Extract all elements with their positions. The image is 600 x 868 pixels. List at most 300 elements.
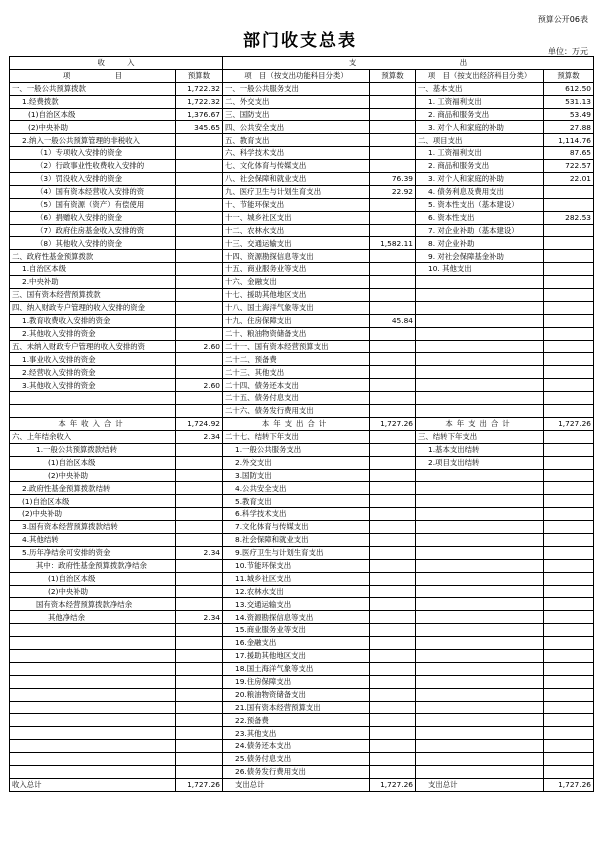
econ-item-cell: 1.基本支出结转 (416, 443, 544, 456)
econ-item-cell: 3. 对个人和家庭的补助 (416, 121, 544, 134)
econ-item-cell: 1. 工资福利支出 (416, 95, 544, 108)
table-row (10, 366, 594, 379)
func-budget-cell (370, 430, 416, 443)
econ-item-cell: 二、项目支出 (416, 134, 544, 147)
econ-budget-cell (544, 198, 594, 211)
table-row (10, 598, 594, 611)
income-budget-cell (176, 688, 223, 701)
income-item-cell: (2)中央补助 (10, 585, 176, 598)
func-item-cell: 十六、金融支出 (223, 276, 370, 289)
income-item-header: 项 目 (10, 69, 176, 82)
func-budget-cell (370, 546, 416, 559)
func-item-cell: 六、科学技术支出 (223, 147, 370, 160)
func-item-cell: 二十五、债务付息支出 (223, 392, 370, 405)
table-row (10, 611, 594, 624)
func-item-cell: 12.农林水支出 (223, 585, 370, 598)
func-item-cell: 十三、交通运输支出 (223, 237, 370, 250)
func-item-cell: 17.援助其他地区支出 (223, 649, 370, 662)
func-item-header: 项 目（按支出功能科目分类） (223, 69, 370, 82)
income-item-cell: 2.政府性基金预算拨款结转 (10, 482, 176, 495)
func-item-cell: 二十六、债务发行费用支出 (223, 405, 370, 418)
table-row (10, 211, 594, 224)
table-row (10, 353, 594, 366)
func-budget-cell (370, 276, 416, 289)
econ-budget-cell (544, 533, 594, 546)
econ-budget-cell: 1,727.26 (544, 778, 594, 791)
income-item-cell: 1.一般公共预算拨款结转 (10, 443, 176, 456)
func-budget-cell (370, 134, 416, 147)
econ-item-cell (416, 637, 544, 650)
econ-budget-cell (544, 314, 594, 327)
func-item-cell: 九、医疗卫生与计划生育支出 (223, 185, 370, 198)
econ-budget-cell (544, 185, 594, 198)
income-budget-cell: 1,724.92 (176, 417, 223, 430)
income-item-cell: 本年收入合计 (10, 417, 176, 430)
econ-budget-cell (544, 379, 594, 392)
income-budget-cell (176, 469, 223, 482)
income-budget-cell: 2.34 (176, 611, 223, 624)
econ-item-cell: 2. 商品和服务支出 (416, 160, 544, 173)
econ-item-cell: 10. 其他支出 (416, 263, 544, 276)
func-budget-cell (370, 198, 416, 211)
econ-budget-cell (544, 611, 594, 624)
func-item-cell: 25.债务付息支出 (223, 753, 370, 766)
econ-item-cell: 7. 对企业补助（基本建设） (416, 224, 544, 237)
econ-budget-cell (544, 572, 594, 585)
econ-budget-cell (544, 430, 594, 443)
func-budget-cell (370, 649, 416, 662)
func-budget-cell (370, 108, 416, 121)
table-row (10, 469, 594, 482)
econ-item-cell (416, 301, 544, 314)
income-budget-cell (176, 585, 223, 598)
func-budget-cell (370, 753, 416, 766)
econ-item-cell (416, 379, 544, 392)
func-budget-cell (370, 379, 416, 392)
income-budget-cell (176, 443, 223, 456)
income-budget-cell: 2.34 (176, 430, 223, 443)
table-row (10, 340, 594, 353)
income-budget-cell (176, 521, 223, 534)
func-budget-cell: 22.92 (370, 185, 416, 198)
table-row (10, 160, 594, 173)
func-item-cell: 14.资源勘探信息等支出 (223, 611, 370, 624)
econ-budget-cell: 531.13 (544, 95, 594, 108)
income-item-cell: (2)中央补助 (10, 121, 176, 134)
total-row (10, 417, 594, 430)
income-budget-cell (176, 533, 223, 546)
income-budget-cell (176, 495, 223, 508)
econ-item-cell (416, 740, 544, 753)
income-item-cell: 3.其他收入安排的资金 (10, 379, 176, 392)
income-budget-cell: 345.65 (176, 121, 223, 134)
table-row (10, 521, 594, 534)
econ-item-cell: 2. 商品和服务支出 (416, 108, 544, 121)
income-budget-cell: 1,722.32 (176, 95, 223, 108)
econ-budget-cell (544, 637, 594, 650)
table-row (10, 688, 594, 701)
income-item-cell (10, 662, 176, 675)
econ-item-cell: 支出总计 (416, 778, 544, 791)
econ-budget-cell (544, 662, 594, 675)
income-budget-cell: 2.60 (176, 340, 223, 353)
econ-budget-cell: 22.01 (544, 173, 594, 186)
func-budget-cell (370, 405, 416, 418)
econ-budget-cell (544, 688, 594, 701)
income-item-cell: 2.中央补助 (10, 276, 176, 289)
func-budget-cell (370, 714, 416, 727)
econ-budget-cell (544, 714, 594, 727)
income-item-cell: (1)自治区本级 (10, 456, 176, 469)
func-budget-cell (370, 765, 416, 778)
func-budget-cell: 1,582.11 (370, 237, 416, 250)
func-item-cell: 十四、资源勘探信息等支出 (223, 250, 370, 263)
income-budget-cell (176, 727, 223, 740)
econ-budget-header: 预算数 (544, 69, 594, 82)
func-item-cell: 13.交通运输支出 (223, 598, 370, 611)
func-item-cell: 三、国防支出 (223, 108, 370, 121)
income-item-cell: 4.其他结转 (10, 533, 176, 546)
income-budget-cell (176, 572, 223, 585)
func-item-cell: 二、外交支出 (223, 95, 370, 108)
income-item-cell (10, 688, 176, 701)
table-row (10, 95, 594, 108)
func-item-cell: 15.商业服务业等支出 (223, 624, 370, 637)
econ-budget-cell (544, 392, 594, 405)
econ-item-cell (416, 753, 544, 766)
func-budget-cell (370, 572, 416, 585)
func-item-cell: 19.住房保障支出 (223, 675, 370, 688)
table-row (10, 714, 594, 727)
func-item-cell: 八、社会保障和就业支出 (223, 173, 370, 186)
econ-budget-cell (544, 753, 594, 766)
func-budget-cell (370, 147, 416, 160)
func-item-cell: 十七、援助其他地区支出 (223, 289, 370, 302)
table-row (10, 289, 594, 302)
income-budget-cell (176, 482, 223, 495)
econ-item-cell: 一、基本支出 (416, 82, 544, 95)
econ-item-cell (416, 521, 544, 534)
func-budget-cell (370, 353, 416, 366)
func-item-cell: 四、公共安全支出 (223, 121, 370, 134)
income-budget-cell (176, 508, 223, 521)
econ-budget-cell (544, 495, 594, 508)
econ-budget-cell: 27.88 (544, 121, 594, 134)
func-budget-cell (370, 211, 416, 224)
income-budget-cell (176, 714, 223, 727)
table-row (10, 147, 594, 160)
table-row (10, 624, 594, 637)
func-item-cell: 七、文化体育与传媒支出 (223, 160, 370, 173)
unit-label: 单位：万元 (548, 47, 588, 56)
income-item-cell (10, 637, 176, 650)
table-row (10, 405, 594, 418)
econ-item-cell (416, 727, 544, 740)
econ-budget-cell: 53.49 (544, 108, 594, 121)
income-budget-cell (176, 624, 223, 637)
func-item-cell: 本年支出合计 (223, 417, 370, 430)
func-budget-cell (370, 598, 416, 611)
econ-item-header: 项 目（按支出经济科目分类） (416, 69, 544, 82)
table-row (10, 263, 594, 276)
income-budget-cell: 1,376.67 (176, 108, 223, 121)
func-item-cell: 一、一般公共服务支出 (223, 82, 370, 95)
income-budget-cell (176, 173, 223, 186)
table-row (10, 443, 594, 456)
econ-item-cell: 9. 对社会保障基金补助 (416, 250, 544, 263)
income-budget-cell (176, 740, 223, 753)
econ-budget-cell (544, 250, 594, 263)
table-row (10, 121, 594, 134)
econ-budget-cell (544, 765, 594, 778)
income-header: 收 入 (10, 57, 223, 70)
expense-header: 支 出 (223, 57, 594, 70)
econ-budget-cell (544, 469, 594, 482)
income-item-cell: 2.其他收入安排的资金 (10, 327, 176, 340)
func-item-cell: 十二、农林水支出 (223, 224, 370, 237)
func-budget-cell (370, 456, 416, 469)
income-budget-cell (176, 237, 223, 250)
econ-item-cell (416, 765, 544, 778)
func-item-cell: 二十、粮油物资储备支出 (223, 327, 370, 340)
func-budget-cell (370, 727, 416, 740)
page-title: 部门收支总表 (243, 31, 357, 51)
func-budget-cell (370, 301, 416, 314)
econ-budget-cell (544, 340, 594, 353)
econ-budget-cell (544, 327, 594, 340)
table-row (10, 108, 594, 121)
func-budget-cell (370, 469, 416, 482)
header-row-1 (10, 57, 594, 70)
func-budget-cell (370, 224, 416, 237)
func-item-cell: 五、教育支出 (223, 134, 370, 147)
econ-budget-cell: 612.50 (544, 82, 594, 95)
income-budget-header: 预算数 (176, 69, 223, 82)
income-item-cell (10, 740, 176, 753)
econ-budget-cell: 1,727.26 (544, 417, 594, 430)
income-item-cell: 其中：政府性基金预算拨款净结余 (10, 559, 176, 572)
table-row (10, 392, 594, 405)
econ-item-cell: 2.项目支出结转 (416, 456, 544, 469)
income-budget-cell (176, 160, 223, 173)
econ-item-cell (416, 611, 544, 624)
func-item-cell: 5.教育支出 (223, 495, 370, 508)
income-budget-cell: 2.34 (176, 546, 223, 559)
income-item-cell: （2）行政事业性收费收入安排的 (10, 160, 176, 173)
func-item-cell: 11.城乡社区支出 (223, 572, 370, 585)
income-item-cell: （5）国有资源（资产）有偿使用 (10, 198, 176, 211)
table-row (10, 482, 594, 495)
econ-budget-cell (544, 598, 594, 611)
func-budget-cell (370, 495, 416, 508)
income-item-cell (10, 701, 176, 714)
econ-item-cell: 三、结转下年支出 (416, 430, 544, 443)
income-item-cell (10, 392, 176, 405)
func-item-cell: 1.一般公共服务支出 (223, 443, 370, 456)
econ-budget-cell (544, 701, 594, 714)
func-budget-cell (370, 662, 416, 675)
econ-budget-cell (544, 289, 594, 302)
table-row (10, 301, 594, 314)
econ-item-cell (416, 469, 544, 482)
func-budget-cell: 1,727.26 (370, 778, 416, 791)
func-budget-cell (370, 624, 416, 637)
income-item-cell: 三、国有资本经营预算拨款 (10, 289, 176, 302)
func-item-cell: 7.文化体育与传媒支出 (223, 521, 370, 534)
table-row (10, 778, 594, 791)
income-item-cell (10, 624, 176, 637)
income-item-cell: 1.事业收入安排的资金 (10, 353, 176, 366)
econ-budget-cell (544, 405, 594, 418)
econ-item-cell (416, 327, 544, 340)
income-budget-cell (176, 314, 223, 327)
income-budget-cell (176, 327, 223, 340)
table-row (10, 572, 594, 585)
income-item-cell: （6）捐赠收入安排的资金 (10, 211, 176, 224)
econ-item-cell: 8. 对企业补助 (416, 237, 544, 250)
func-budget-cell: 76.39 (370, 173, 416, 186)
econ-budget-cell (544, 353, 594, 366)
income-budget-cell (176, 276, 223, 289)
table-row (10, 379, 594, 392)
income-budget-cell (176, 289, 223, 302)
econ-budget-cell (544, 482, 594, 495)
income-budget-cell: 1,727.26 (176, 778, 223, 791)
table-row (10, 237, 594, 250)
table-row (10, 198, 594, 211)
income-item-cell: (1)自治区本级 (10, 108, 176, 121)
func-budget-cell (370, 675, 416, 688)
income-budget-cell (176, 392, 223, 405)
econ-item-cell (416, 598, 544, 611)
table-row (10, 430, 594, 443)
income-budget-cell (176, 301, 223, 314)
form-code: 预算公开06表 (537, 15, 588, 24)
income-item-cell (10, 714, 176, 727)
econ-budget-cell (544, 456, 594, 469)
func-budget-cell (370, 289, 416, 302)
econ-item-cell: 4. 债务利息及费用支出 (416, 185, 544, 198)
table-row (10, 662, 594, 675)
econ-item-cell (416, 546, 544, 559)
table-row (10, 224, 594, 237)
econ-item-cell (416, 340, 544, 353)
income-item-cell: 收入总计 (10, 778, 176, 791)
econ-budget-cell (544, 443, 594, 456)
func-item-cell: 二十一、国有资本经营预算支出 (223, 340, 370, 353)
econ-item-cell (416, 366, 544, 379)
table-row (10, 546, 594, 559)
func-budget-cell (370, 740, 416, 753)
econ-budget-cell (544, 521, 594, 534)
income-item-cell: 3.国有资本经营预算拨款结转 (10, 521, 176, 534)
func-budget-cell (370, 637, 416, 650)
func-item-cell: 二十三、其他支出 (223, 366, 370, 379)
income-item-cell: 2.经营收入安排的资金 (10, 366, 176, 379)
income-item-cell: （1）专项收入安排的资金 (10, 147, 176, 160)
table-row (10, 134, 594, 147)
func-budget-cell (370, 160, 416, 173)
func-item-cell: 十一、城乡社区支出 (223, 211, 370, 224)
income-budget-cell (176, 353, 223, 366)
income-budget-cell (176, 456, 223, 469)
econ-item-cell: 1. 工资福利支出 (416, 147, 544, 160)
income-budget-cell (176, 765, 223, 778)
func-item-cell: 2.外交支出 (223, 456, 370, 469)
econ-item-cell: 5. 资本性支出（基本建设） (416, 198, 544, 211)
func-budget-cell (370, 366, 416, 379)
econ-item-cell (416, 649, 544, 662)
income-budget-cell (176, 134, 223, 147)
income-item-cell: 1.教育收费收入安排的资金 (10, 314, 176, 327)
func-budget-cell (370, 327, 416, 340)
table-row (10, 675, 594, 688)
income-item-cell: 其他净结余 (10, 611, 176, 624)
econ-budget-cell (544, 237, 594, 250)
table-row (10, 533, 594, 546)
income-item-cell: (1)自治区本级 (10, 572, 176, 585)
func-item-cell: 16.金融支出 (223, 637, 370, 650)
income-item-cell: 五、未纳入财政专户管理的收入安排的资 (10, 340, 176, 353)
econ-budget-cell (544, 740, 594, 753)
func-budget-cell (370, 340, 416, 353)
func-item-cell: 十八、国土海洋气象等支出 (223, 301, 370, 314)
income-budget-cell (176, 598, 223, 611)
func-budget-cell (370, 533, 416, 546)
income-item-cell: （7）政府住房基金收入安排的资 (10, 224, 176, 237)
econ-budget-cell (544, 649, 594, 662)
func-item-cell: 23.其他支出 (223, 727, 370, 740)
income-item-cell: (2)中央补助 (10, 469, 176, 482)
income-item-cell: (2)中央补助 (10, 508, 176, 521)
income-budget-cell (176, 185, 223, 198)
func-budget-cell (370, 701, 416, 714)
econ-budget-cell: 282.53 (544, 211, 594, 224)
econ-budget-cell: 87.65 (544, 147, 594, 160)
econ-item-cell (416, 289, 544, 302)
func-budget-cell (370, 521, 416, 534)
table-row (10, 495, 594, 508)
income-item-cell: 四、纳入财政专户管理的收入安排的资金 (10, 301, 176, 314)
econ-item-cell (416, 662, 544, 675)
income-budget-cell (176, 198, 223, 211)
income-budget-cell (176, 675, 223, 688)
econ-budget-cell (544, 276, 594, 289)
income-budget-cell (176, 147, 223, 160)
econ-item-cell (416, 276, 544, 289)
table-row (10, 753, 594, 766)
econ-budget-cell: 1,114.76 (544, 134, 594, 147)
table-row (10, 456, 594, 469)
budget-table (9, 56, 594, 792)
income-budget-cell (176, 701, 223, 714)
func-item-cell: 十九、住房保障支出 (223, 314, 370, 327)
income-budget-cell (176, 753, 223, 766)
econ-budget-cell (544, 624, 594, 637)
table-row (10, 637, 594, 650)
econ-item-cell (416, 495, 544, 508)
func-item-cell: 6.科学技术支出 (223, 508, 370, 521)
func-budget-cell (370, 611, 416, 624)
econ-budget-cell (544, 263, 594, 276)
func-budget-cell (370, 508, 416, 521)
func-item-cell: 20.粮油物资储备支出 (223, 688, 370, 701)
income-budget-cell (176, 662, 223, 675)
econ-budget-cell (544, 585, 594, 598)
econ-item-cell (416, 405, 544, 418)
table-row (10, 314, 594, 327)
econ-budget-cell: 722.57 (544, 160, 594, 173)
